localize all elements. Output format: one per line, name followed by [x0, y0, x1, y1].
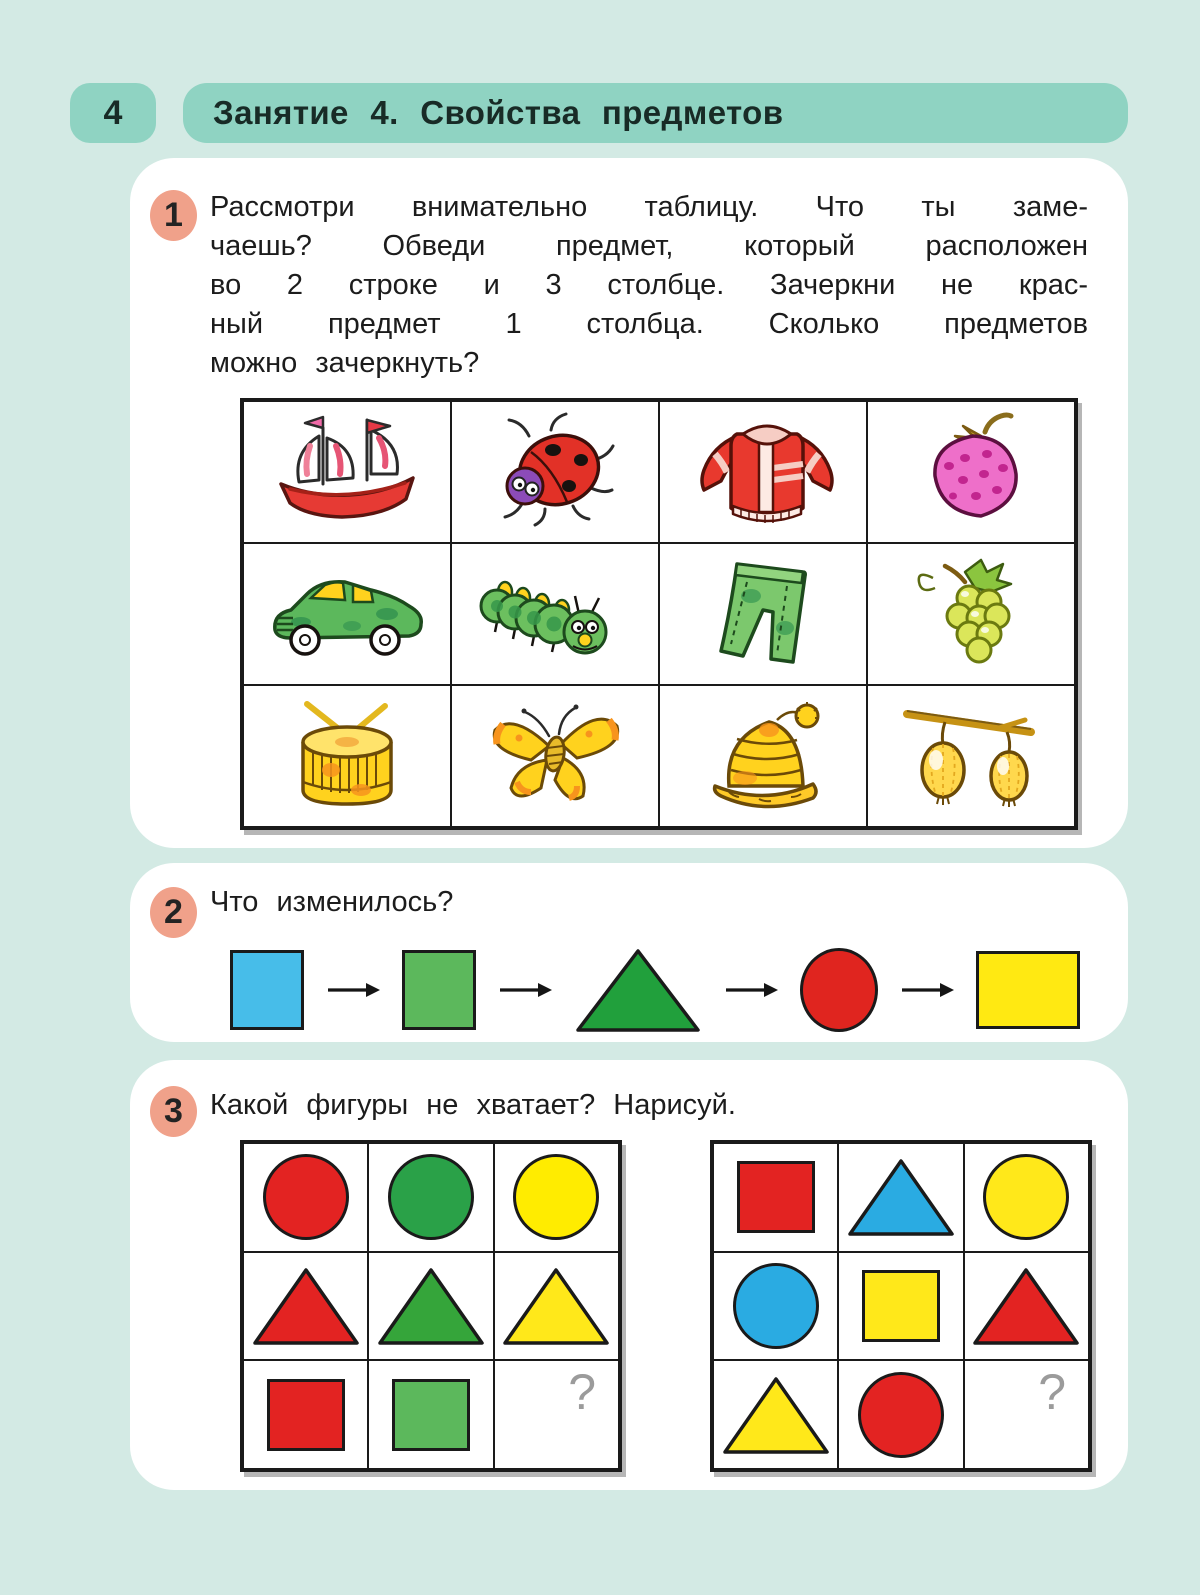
task3-grid-right: [710, 1140, 1092, 1472]
red-circle-shape: [858, 1372, 944, 1458]
page-number: 4: [103, 93, 123, 132]
table-cell-grapes[interactable]: [867, 543, 1075, 685]
blue-square-shape: [230, 950, 304, 1030]
grid-cell-red-triangle[interactable]: [964, 1252, 1089, 1361]
red-circle-shape: [263, 1154, 349, 1240]
grid-cell-yellow-circle[interactable]: [964, 1143, 1089, 1252]
table-cell-butterfly[interactable]: [451, 685, 659, 827]
table-cell-drum[interactable]: [243, 685, 451, 827]
lesson-title-bar: [183, 83, 1128, 143]
task3-card: [130, 1060, 1128, 1490]
question-mark: ?: [1038, 1364, 1066, 1421]
yellow-circle-shape: [513, 1154, 599, 1240]
task1-line: во 2 строке и 3 столбце. Зачеркни не крас-: [210, 269, 1088, 301]
task3-question: Какой фигуры не хватает? Нарисуй.: [210, 1089, 736, 1121]
grid-cell-green-circle[interactable]: [368, 1143, 493, 1252]
table-cell-raspberry[interactable]: [867, 401, 1075, 543]
yellow-circle-shape: [983, 1154, 1069, 1240]
table-cell-gooseberries[interactable]: [867, 685, 1075, 827]
task1-line: ный предмет 1 столбца. Сколько предметов: [210, 308, 1088, 340]
red-square-shape: [267, 1379, 345, 1451]
butterfly-icon: [465, 694, 645, 818]
car-icon: [257, 552, 437, 676]
arrow-right-icon: [900, 979, 954, 1001]
ladybug-icon: [465, 410, 645, 534]
lesson-title: Занятие 4. Свойства предметов: [213, 94, 784, 131]
grid-cell-green-square[interactable]: [368, 1360, 493, 1469]
jacket-icon: [673, 410, 853, 534]
task2-question: Что изменилось?: [210, 886, 454, 918]
yellow-rectangle-shape: [976, 951, 1080, 1029]
grid-cell-red-triangle[interactable]: [243, 1252, 368, 1361]
grid-cell-red-circle[interactable]: [838, 1360, 963, 1469]
table-cell-ship[interactable]: [243, 401, 451, 543]
task1-number-badge: [150, 190, 197, 241]
task2-number-badge: [150, 887, 197, 938]
hat-icon: [673, 694, 853, 818]
task2-sequence: [230, 947, 1080, 1033]
task1-card: [130, 158, 1128, 848]
caterpillar-icon: [465, 552, 645, 676]
arrow-right-icon: [326, 979, 380, 1001]
grid-cell-red-square[interactable]: [713, 1143, 838, 1252]
grid-cell-empty[interactable]: [494, 1360, 619, 1469]
blue-triangle-shape: [846, 1157, 956, 1237]
task1-number: 1: [164, 196, 183, 234]
green-triangle-shape: [574, 947, 702, 1033]
grid-cell-yellow-circle[interactable]: [494, 1143, 619, 1252]
drum-icon: [257, 694, 437, 818]
grid-cell-empty[interactable]: [964, 1360, 1089, 1469]
yellow-triangle-shape: [501, 1266, 611, 1346]
table-cell-trousers[interactable]: [659, 543, 867, 685]
task3-number: 3: [164, 1092, 183, 1130]
task1-line: Рассмотри внимательно таблицу. Что ты заме-: [210, 191, 1088, 223]
grid-cell-red-circle[interactable]: [243, 1143, 368, 1252]
grid-cell-blue-circle[interactable]: [713, 1252, 838, 1361]
green-square-shape: [402, 950, 476, 1030]
grid-cell-yellow-triangle[interactable]: [713, 1360, 838, 1469]
green-square-shape: [392, 1379, 470, 1451]
red-triangle-shape: [251, 1266, 361, 1346]
grid-cell-blue-triangle[interactable]: [838, 1143, 963, 1252]
page-number-badge: [70, 83, 156, 143]
task2-card: [130, 863, 1128, 1042]
arrow-right-icon: [498, 979, 552, 1001]
table-cell-jacket[interactable]: [659, 401, 867, 543]
raspberry-icon: [881, 410, 1061, 534]
question-mark: ?: [568, 1364, 596, 1421]
task3-grid-left: [240, 1140, 622, 1472]
task1-line: можно зачеркнуть?: [210, 347, 480, 379]
grid-cell-yellow-square[interactable]: [838, 1252, 963, 1361]
table-cell-hat[interactable]: [659, 685, 867, 827]
yellow-triangle-shape: [721, 1375, 831, 1455]
table-cell-car[interactable]: [243, 543, 451, 685]
blue-circle-shape: [733, 1263, 819, 1349]
arrow-right-icon: [724, 979, 778, 1001]
task2-number: 2: [164, 893, 183, 931]
red-triangle-shape: [971, 1266, 1081, 1346]
grid-cell-red-square[interactable]: [243, 1360, 368, 1469]
ship-icon: [257, 410, 437, 534]
green-triangle-shape: [376, 1266, 486, 1346]
red-circle-shape: [800, 948, 878, 1032]
grapes-icon: [881, 552, 1061, 676]
task3-number-badge: [150, 1086, 197, 1137]
task1-picture-table: [240, 398, 1078, 830]
task1-line: чаешь? Обведи предмет, который расположен: [210, 230, 1088, 262]
table-cell-caterpillar[interactable]: [451, 543, 659, 685]
green-circle-shape: [388, 1154, 474, 1240]
yellow-square-shape: [862, 1270, 940, 1342]
trousers-icon: [673, 552, 853, 676]
grid-cell-yellow-triangle[interactable]: [494, 1252, 619, 1361]
table-cell-ladybug[interactable]: [451, 401, 659, 543]
gooseberries-icon: [881, 694, 1061, 818]
red-square-shape: [737, 1161, 815, 1233]
grid-cell-green-triangle[interactable]: [368, 1252, 493, 1361]
task1-instructions: [210, 188, 1088, 383]
